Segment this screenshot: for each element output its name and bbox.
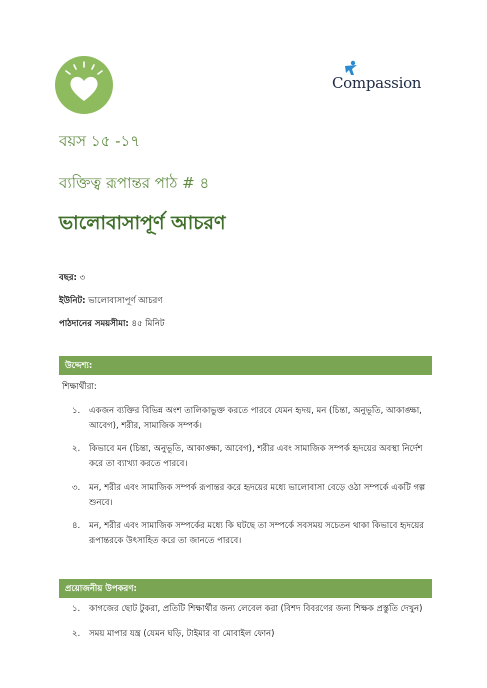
material-item xyxy=(72,627,432,642)
material-text: কাগজের ছোট টুকরা, প্রতিটি শিক্ষার্থীর জন্য লেবেল করা (বিশদ বিবরণের জন্য শিক্ষক প্রস্তুতি দেখুন) xyxy=(89,604,423,614)
objective-item xyxy=(72,404,432,434)
objective-text: একজন ব্যক্তির বিভিন্ন অংশ তালিকাভুক্ত করতে পারবে যেমন হৃদয়, মন (চিন্তা, অনুভূতি, আকাঙ্ক্ষা, আবেগ), শরীর, সামাজিক সম্পর্ক। xyxy=(89,406,422,431)
divider xyxy=(59,374,432,375)
materials-heading: প্রয়োজনীয় উপকরণ: xyxy=(59,579,432,597)
lesson-series: ব্যক্তিত্ব রূপান্তর পাঠ # ৪ xyxy=(59,174,210,192)
divider xyxy=(59,597,432,598)
objective-item xyxy=(72,481,432,511)
material-text: সময় মাপার যন্ত্র (যেমন ঘড়ি, টাইমার বা মোবাইল ফোন) xyxy=(89,629,275,639)
objective-number: ৩. xyxy=(72,483,81,493)
objectives-heading: উদ্দেশ্য: xyxy=(59,356,432,374)
brand-name: Compassion xyxy=(332,74,422,92)
meta-unit-label: ইউনিট: xyxy=(59,296,86,306)
objective-item xyxy=(72,442,432,472)
objective-text: মন, শরীর এবং সামাজিক সম্পর্ক রূপান্তর করে হৃদয়ের মধ্যে ভালোবাসা বেড়ে ওঠা সম্পর্কে একটি গল্প শুনবে। xyxy=(89,483,426,508)
meta-year-value: ৩ xyxy=(79,273,86,283)
meta-time xyxy=(59,317,165,331)
meta-year-label: বছর: xyxy=(59,273,77,283)
material-item xyxy=(72,602,432,617)
objective-number: ১. xyxy=(72,406,81,416)
page-title: ভালোবাসাপূর্ণ আচরণ xyxy=(59,212,226,234)
meta-unit-value: ভালোবাসাপূর্ণ আচরণ xyxy=(88,296,163,306)
objective-text: কিভাবে মন (চিন্তা, অনুভূতি, আকাঙ্ক্ষা, আবেগ), শরীর এবং সামাজিক সম্পর্ক হৃদয়ের অবস্থা নির্দেশ করে তা ব্যাখ্যা করতে পারবে। xyxy=(89,444,423,469)
students-label: শিক্ষার্থীরা: xyxy=(62,382,97,392)
material-number: ২. xyxy=(72,629,81,639)
meta-time-label: পাঠদানের সময়সীমা: xyxy=(59,319,129,329)
meta-unit xyxy=(59,294,163,308)
heart-burst-icon xyxy=(54,55,114,115)
meta-time-value: ৪৫ মিনিট xyxy=(131,319,165,329)
compassion-logo xyxy=(332,60,432,98)
material-number: ১. xyxy=(72,604,81,614)
meta-year xyxy=(59,271,85,285)
objective-item xyxy=(72,519,432,549)
age-range: বয়স ১৫ -১৭ xyxy=(59,132,140,150)
objective-number: ২. xyxy=(72,444,81,454)
objective-number: ৪. xyxy=(72,521,81,531)
objective-text: মন, শরীর এবং সামাজিক সম্পর্কের মধ্যে কি ঘটছে তা সম্পর্কে সবসময় সচেতন থাকা কিভাবে হৃদয়ের রূপান্তরকে উৎসাহিত করে তা জানতে পারবে। xyxy=(89,521,424,546)
